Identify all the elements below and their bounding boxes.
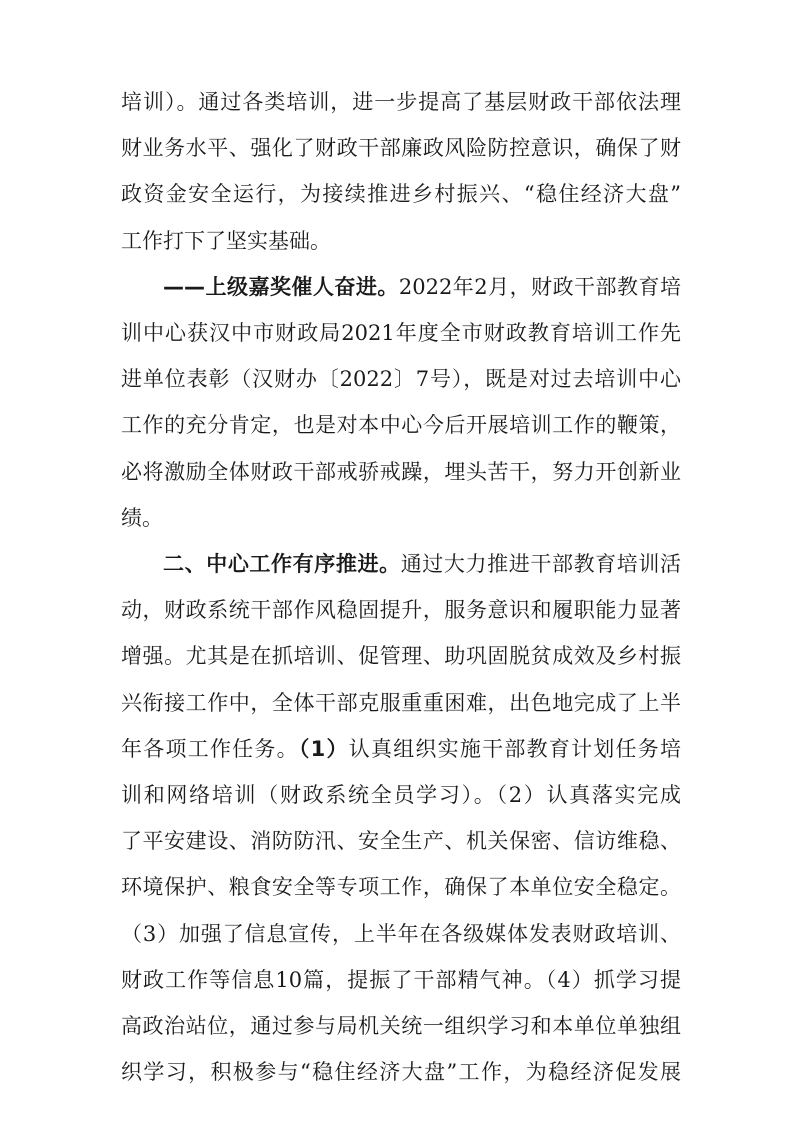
text-line: 动，财政系统干部作风稳固提升，服务意识和履职能力显著 [121, 598, 681, 622]
text-line [121, 727, 681, 771]
section-heading: 二、中心工作有序推进。 [163, 552, 401, 576]
text-span: 认真组织实施干部教育计划任务培 [348, 737, 682, 761]
text-line: 财业务水平、强化了财政干部廉政风险防控意识，确保了财 [121, 136, 681, 160]
text-span: 通过大力推进干部教育培训活 [400, 552, 682, 576]
text-line: 进单位表彰（汉财办〔2022〕7号），既是对过去培训中心 [121, 367, 681, 391]
text-line: 兴衔接工作中，全体干部克服重重困难，出色地完成了上半 [121, 691, 681, 715]
text-line: 训和网络培训（财政系统全员学习）。（2）认真落实完成 [121, 783, 681, 807]
text-line: 增强。尤其是在抓培训、促管理、助巩固脱贫成效及乡村振 [121, 644, 681, 668]
text-line: 训中心获汉中市财政局2021年度全市财政教育培训工作先 [121, 321, 681, 345]
text-line: 环境保护、粮食安全等专项工作，确保了本单位安全稳定。 [121, 875, 681, 899]
text-line: 织学习，积极参与“稳住经济大盘”工作，为稳经济促发展 [121, 1060, 681, 1084]
paragraph-first-line [163, 265, 681, 309]
text-span: 年各项工作任务。 [121, 737, 299, 761]
text-line: 了平安建设、消防防汛、安全生产、机关保密、信访维稳、 [121, 829, 681, 853]
list-marker: （1） [298, 737, 349, 761]
text-line: 政资金安全运行，为接续推进乡村振兴、“稳住经济大盘” [121, 182, 681, 206]
text-line: （3）加强了信息宣传，上半年在各级媒体发表财政培训、 [121, 922, 681, 946]
text-line: 必将激励全体财政干部戒骄戒躁，埋头苦干，努力开创新业 [121, 460, 681, 484]
text-line: 绩。 [121, 506, 163, 530]
text-line: 高政治站位，通过参与局机关统一组织学习和本单位单独组 [121, 1014, 681, 1038]
text-line: 工作打下了坚实基础。 [121, 229, 331, 253]
section-heading: ——上级嘉奖催人奋进。 [163, 275, 399, 299]
text-span: 2022年2月，财政干部教育培 [398, 275, 681, 299]
text-line: 财政工作等信息10篇，提振了干部精气神。（4）抓学习提 [121, 968, 681, 992]
text-line: 工作的充分肯定，也是对本中心今后开展培训工作的鞭策， [121, 413, 681, 437]
paragraph-first-line [163, 542, 681, 586]
text-line: 培训）。通过各类培训，进一步提高了基层财政干部依法理 [121, 90, 681, 114]
